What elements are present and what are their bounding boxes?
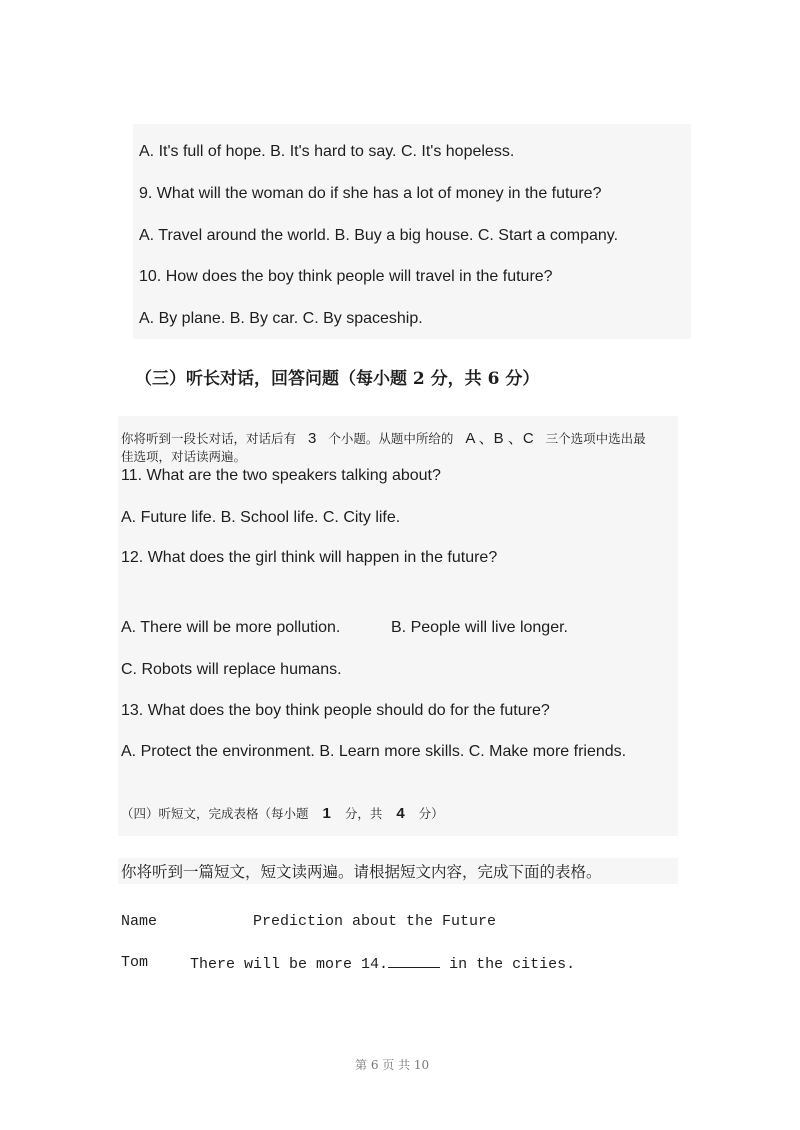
q12-question: 12. What does the girl think will happen in the future? <box>121 549 498 566</box>
section-4-instructions: 你将听到一篇短文，短文读两遍。请根据短文内容，完成下面的表格。 <box>121 863 602 881</box>
q10-question: 10. How does the boy think people will travel in the future? <box>139 268 553 285</box>
q12-option-a: A. There will be more pollution. <box>121 619 341 636</box>
q12-option-c: C. Robots will replace humans. <box>121 661 342 678</box>
prediction-text-after: in the cities. <box>449 956 576 973</box>
table-header-name: Name <box>121 913 158 930</box>
instructions-count: 3 <box>308 430 317 447</box>
table-row-prediction <box>190 953 575 975</box>
q13-question: 13. What does the boy think people should do for the future? <box>121 702 550 719</box>
q12-option-b: B. People will live longer. <box>391 619 568 636</box>
q11-question: 11. What are the two speakers talking about? <box>121 467 441 484</box>
q13-options: A. Protect the environment. B. Learn more skills. C. Make more friends. <box>121 743 627 760</box>
q11-options: A. Future life. B. School life. C. City life. <box>121 509 401 526</box>
table-row-name: Tom <box>121 954 149 971</box>
page-footer: 第 6 页 共 10 <box>355 1058 430 1072</box>
section-4-heading-c: 分） <box>418 806 444 821</box>
section-4-heading <box>121 806 444 821</box>
instructions-abc: A 、B 、C <box>465 430 534 447</box>
section-4-points-each: 1 <box>322 805 331 822</box>
section-3-heading: （三）听长对话，回答问题（每小题 2 分，共 6 分） <box>135 369 540 389</box>
prediction-text-before: There will be more 14. <box>190 956 389 973</box>
section-4-heading-b: 分，共 <box>344 806 383 821</box>
table-header-prediction: Prediction about the Future <box>253 913 497 930</box>
section-4-heading-a: （四）听短文，完成表格（每小题 <box>121 806 309 821</box>
instructions-text-a: 你将听到一段长对话，对话后有 <box>121 431 297 446</box>
answer-blank-14[interactable] <box>388 953 440 968</box>
q9-question: 9. What will the woman do if she has a lot of money in the future? <box>139 185 602 202</box>
section-3-instructions-line2: 佳选项，对话读两遍。 <box>121 449 247 464</box>
q8-options: A. It's full of hope. B. It's hard to say. C. It's hopeless. <box>139 143 515 160</box>
q10-options: A. By plane. B. By car. C. By spaceship. <box>139 310 423 327</box>
section-3-instructions-line1 <box>121 431 646 446</box>
instructions-text-b: 个小题。从题中所给的 <box>328 431 454 446</box>
instructions-text-c: 三个选项中选出最 <box>545 431 646 446</box>
q9-options: A. Travel around the world. B. Buy a big house. C. Start a company. <box>139 227 619 244</box>
section-4-points-total: 4 <box>396 805 405 822</box>
